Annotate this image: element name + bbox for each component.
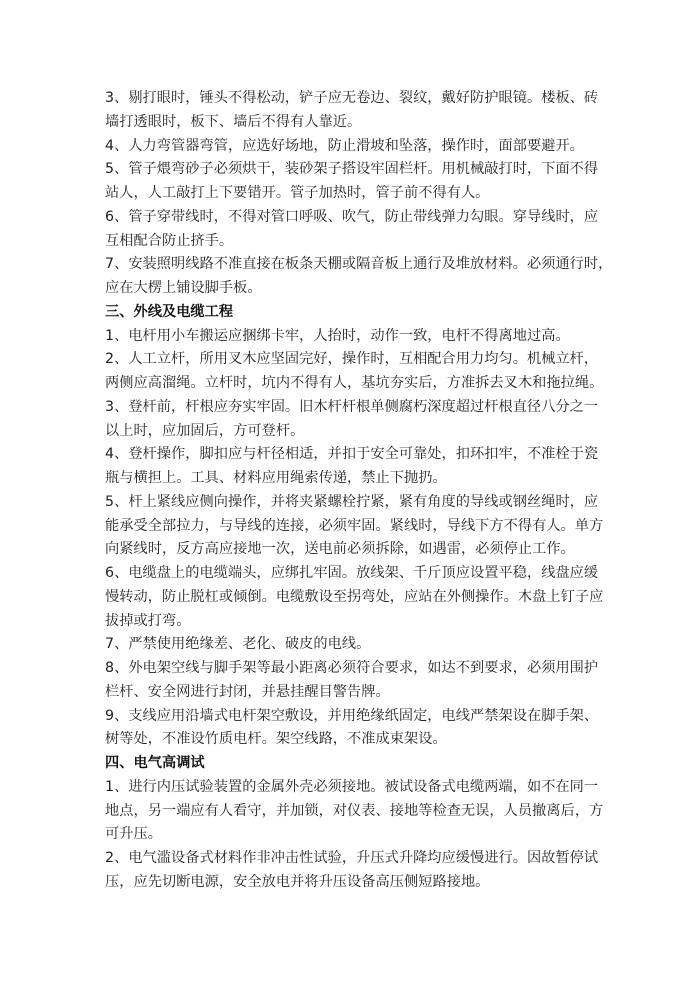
text-line: 5、管子煨弯砂子必须烘干，装砂架子搭设牢固栏杆。用机械敲打时，下面不得: [105, 161, 599, 178]
text-line: 2、电气滥设备式材料作非冲击性试验，升压式升降均应缓慢进行。因故暂停试: [105, 850, 599, 866]
text-line: 站人，人工敲打上下要错开。管子加热时，管子前不得有人。: [105, 185, 490, 201]
text-line: 瓶与横担上。工具、材料应用绳索传递，禁止下抛扔。: [105, 470, 447, 486]
text-line: 7、严禁使用绝缘差、老化、破皮的电线。: [105, 636, 371, 653]
text-line: 树等处，不准设竹质电杆。架空线路，不准成束架设。: [105, 731, 447, 748]
text-line: 4、人力弯管器弯管，应选好场地，防止滑坡和坠落，操作时，面部要避开。: [105, 137, 584, 154]
text-line: 墙打透眼时，板下、墙后不得有人靠近。: [105, 113, 362, 130]
text-line: 慢转动，防止脱杠或倾倒。电缆敷设至拐弯处，应站在外侧操作。木盘上钉子应: [105, 588, 604, 605]
text-line: 栏杆、安全网进行封闭，并悬挂醒目警告牌。: [105, 683, 390, 700]
text-line: 应在大楞上铺设脚手板。: [105, 280, 262, 296]
text-line: 2、人工立杆，所用叉木应坚固完好，操作时，互相配合用力均匀。机械立杆，: [105, 351, 599, 368]
section-heading: 四、电气高调试: [105, 755, 205, 771]
text-line: 6、管子穿带线时，不得对管口呼吸、吹气，防止带线弹力勾眼。穿导线时，应: [105, 208, 599, 225]
text-line: 3、登杆前，杆根应夯实牢固。旧木杆杆根单侧腐朽深度超过杆根直径八分之一: [105, 398, 599, 415]
text-line: 可升压。: [105, 826, 162, 843]
text-line: 互相配合防止挤手。: [105, 232, 234, 249]
text-line: 向紧线时，反方高应接地一次，送电前必须拆除，如遇雷，必须停止工作。: [105, 541, 575, 558]
text-line: 1、电杆用小车搬运应捆绑卡牢，人抬时，动作一致，电杆不得离地过高。: [105, 327, 570, 344]
text-line: 1、进行内压试验装置的金属外壳必须接地。被试设备式电缆两端，如不在同一: [105, 778, 599, 795]
text-line: 地点，另一端应有人看守，并加锁，对仪表、接地等检查无误，人员撤离后，方: [105, 802, 604, 819]
text-line: 能承受全部拉力，与导线的连接，必须牢固。紧线时，导线下方不得有人。单方: [105, 517, 604, 534]
document-page: [105, 87, 613, 895]
text-line: 9、支线应用沿墙式电杆架空敷设，并用绝缘纸固定，电线严禁架设在脚手架、: [105, 707, 599, 724]
text-line: 拔掉或打弯。: [105, 612, 191, 629]
text-line: 8、外电架空线与脚手架等最小距离必须符合要求，如达不到要求，必须用围护: [105, 660, 599, 676]
text-line: 两侧应高溜绳。立杆时，坑内不得有人，基坑夯实后，方准拆去叉木和拖拉绳。: [105, 375, 604, 391]
text-line: 6、电缆盘上的电缆端头，应绑扎牢固。放线架、千斤顶应设置平稳，线盘应缓: [105, 565, 599, 581]
text-line: 7、安装照明线路不准直接在板条天棚或隔音板上通行及堆放材料。必须通行时，: [105, 256, 613, 273]
text-line: 4、登杆操作，脚扣应与杆径相适，并扣于安全可靠处，扣环扣牢，不准栓于瓷: [105, 446, 599, 463]
text-line: 3、剔打眼时，锤头不得松动，铲子应无卷边、裂纹，戴好防护眼镜。楼板、砖: [105, 90, 599, 106]
text-line: 以上时，应加固后，方可登杆。: [105, 422, 305, 439]
text-line: 压，应先切断电源，安全放电并将升压设备高压侧短路接地。: [105, 873, 490, 890]
text-line: 5、杆上紧线应侧向操作，并将夹紧螺栓拧紧，紧有角度的导线或钢丝绳时，应: [105, 493, 599, 510]
section-heading: 三、外线及电缆工程: [105, 303, 234, 320]
